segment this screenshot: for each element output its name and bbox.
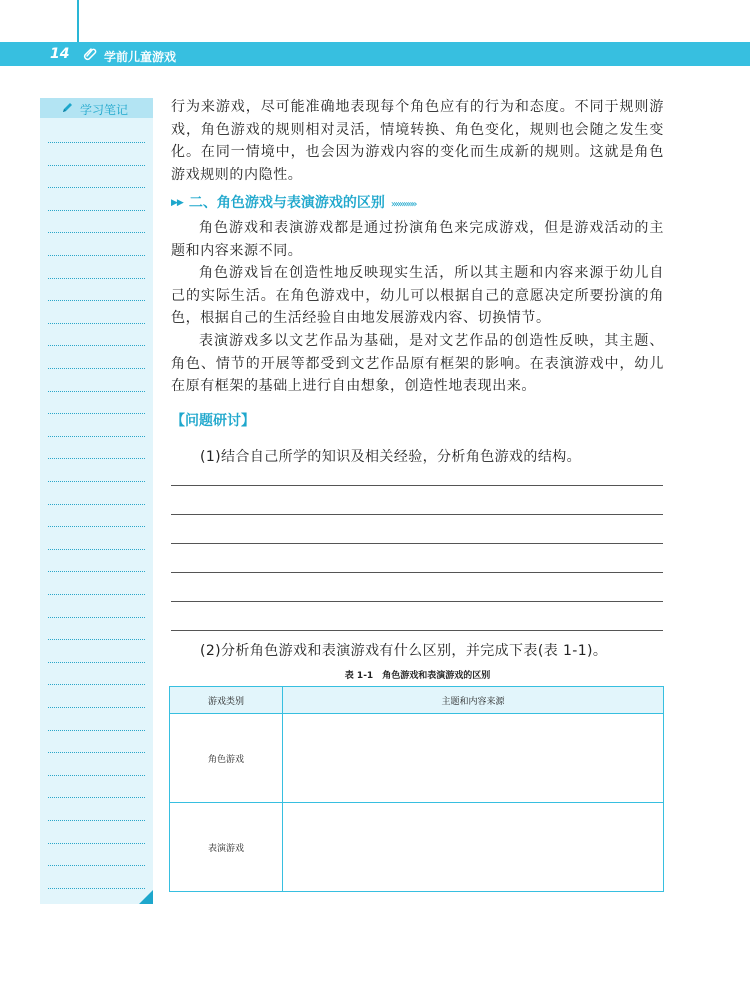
note-dotted-line — [48, 549, 145, 550]
note-dotted-line — [48, 797, 145, 798]
note-dotted-line — [48, 752, 145, 753]
paragraph-2: 角色游戏旨在创造性地反映现实生活，所以其主题和内容来源于幼儿自己的实际生活。在角色游戏中，幼儿可以根据自己的意愿决定所要扮演的角色，根据自己的生活经验自由地发展游戏内容、切换情节。 — [171, 265, 664, 326]
note-dotted-line — [48, 820, 145, 821]
note-dotted-line — [48, 481, 145, 482]
table-cell-category: 表演游戏 — [170, 803, 283, 892]
answer-line[interactable] — [171, 485, 663, 486]
answer-line[interactable] — [171, 630, 663, 631]
note-dotted-line — [48, 300, 145, 301]
note-dotted-line — [48, 571, 145, 572]
note-dotted-line — [48, 232, 145, 233]
sidebar-corner-mark — [139, 890, 153, 904]
pencil-icon — [60, 101, 74, 115]
paragraph-3: 表演游戏多以文艺作品为基础，是对文艺作品的创造性反映，其主题、角色、情节的开展等都受到文艺作品原有框架的影响。在表演游戏中，幼儿在原有框架的基础上进行自由想象，创造性地表现出来。 — [171, 333, 664, 394]
note-dotted-line — [48, 888, 145, 889]
answer-line[interactable] — [171, 572, 663, 573]
book-title: 学前儿童游戏 — [104, 50, 177, 64]
answer-line[interactable] — [171, 514, 663, 515]
note-dotted-line — [48, 526, 145, 527]
note-dotted-line — [48, 278, 145, 279]
sidebar-header — [40, 98, 153, 118]
note-dotted-line — [48, 413, 145, 414]
chevron-decoration-icon: »»»»»» — [390, 199, 416, 210]
table-caption: 表 1-1 角色游戏和表演游戏的区别 — [344, 671, 491, 681]
note-dotted-line — [48, 391, 145, 392]
header-vertical-rule — [77, 0, 79, 42]
note-dotted-line — [48, 458, 145, 459]
table-header-row — [170, 687, 664, 714]
note-dotted-line — [48, 345, 145, 346]
table-cell-answer[interactable] — [283, 803, 664, 892]
answer-line[interactable] — [171, 543, 663, 544]
note-dotted-line — [48, 187, 145, 188]
note-dotted-line — [48, 639, 145, 640]
study-notes-sidebar — [40, 98, 153, 904]
sidebar-title: 学习笔记 — [80, 103, 129, 117]
research-heading: 【问题研讨】 — [171, 413, 255, 429]
note-dotted-line — [48, 775, 145, 776]
note-dotted-line — [48, 662, 145, 663]
intro-paragraph: 行为来游戏，尽可能准确地表现每个角色应有的行为和态度。不同于规则游戏，角色游戏的规则相对灵活，情境转换、角色变化，规则也会随之发生变化。在同一情境中，也会因为游戏内容的变化而生成新的规则。这就是角色游戏规则的内隐性。 — [171, 99, 664, 183]
note-dotted-line — [48, 504, 145, 505]
page-number: 14 — [50, 46, 70, 62]
question-1: (1)结合自己所学的知识及相关经验，分析角色游戏的结构。 — [200, 449, 582, 465]
note-dotted-line — [48, 594, 145, 595]
section-heading — [171, 192, 416, 212]
paragraph-1: 角色游戏和表演游戏都是通过扮演角色来完成游戏，但是游戏活动的主题和内容来源不同。 — [171, 220, 664, 259]
note-dotted-line — [48, 865, 145, 866]
table-row — [170, 803, 664, 892]
table-header-cell: 主题和内容来源 — [283, 687, 664, 714]
note-dotted-line — [48, 323, 145, 324]
note-dotted-line — [48, 843, 145, 844]
table-header-cell: 游戏类别 — [170, 687, 283, 714]
paperclip-icon — [82, 46, 98, 62]
answer-line[interactable] — [171, 601, 663, 602]
table-row — [170, 714, 664, 803]
note-dotted-line — [48, 210, 145, 211]
section-heading-text: 二、角色游戏与表演游戏的区别 — [188, 195, 385, 211]
question-2: (2)分析角色游戏和表演游戏有什么区别，并完成下表(表 1-1)。 — [200, 643, 608, 659]
note-dotted-line — [48, 368, 145, 369]
note-dotted-line — [48, 617, 145, 618]
note-dotted-line — [48, 707, 145, 708]
table-cell-answer[interactable] — [283, 714, 664, 803]
double-arrow-icon: ▶▶ — [171, 198, 183, 208]
note-dotted-line — [48, 165, 145, 166]
note-dotted-line — [48, 142, 145, 143]
table-cell-category: 角色游戏 — [170, 714, 283, 803]
note-dotted-line — [48, 730, 145, 731]
comparison-table — [169, 686, 664, 892]
note-dotted-line — [48, 255, 145, 256]
note-dotted-line — [48, 684, 145, 685]
note-dotted-line — [48, 436, 145, 437]
